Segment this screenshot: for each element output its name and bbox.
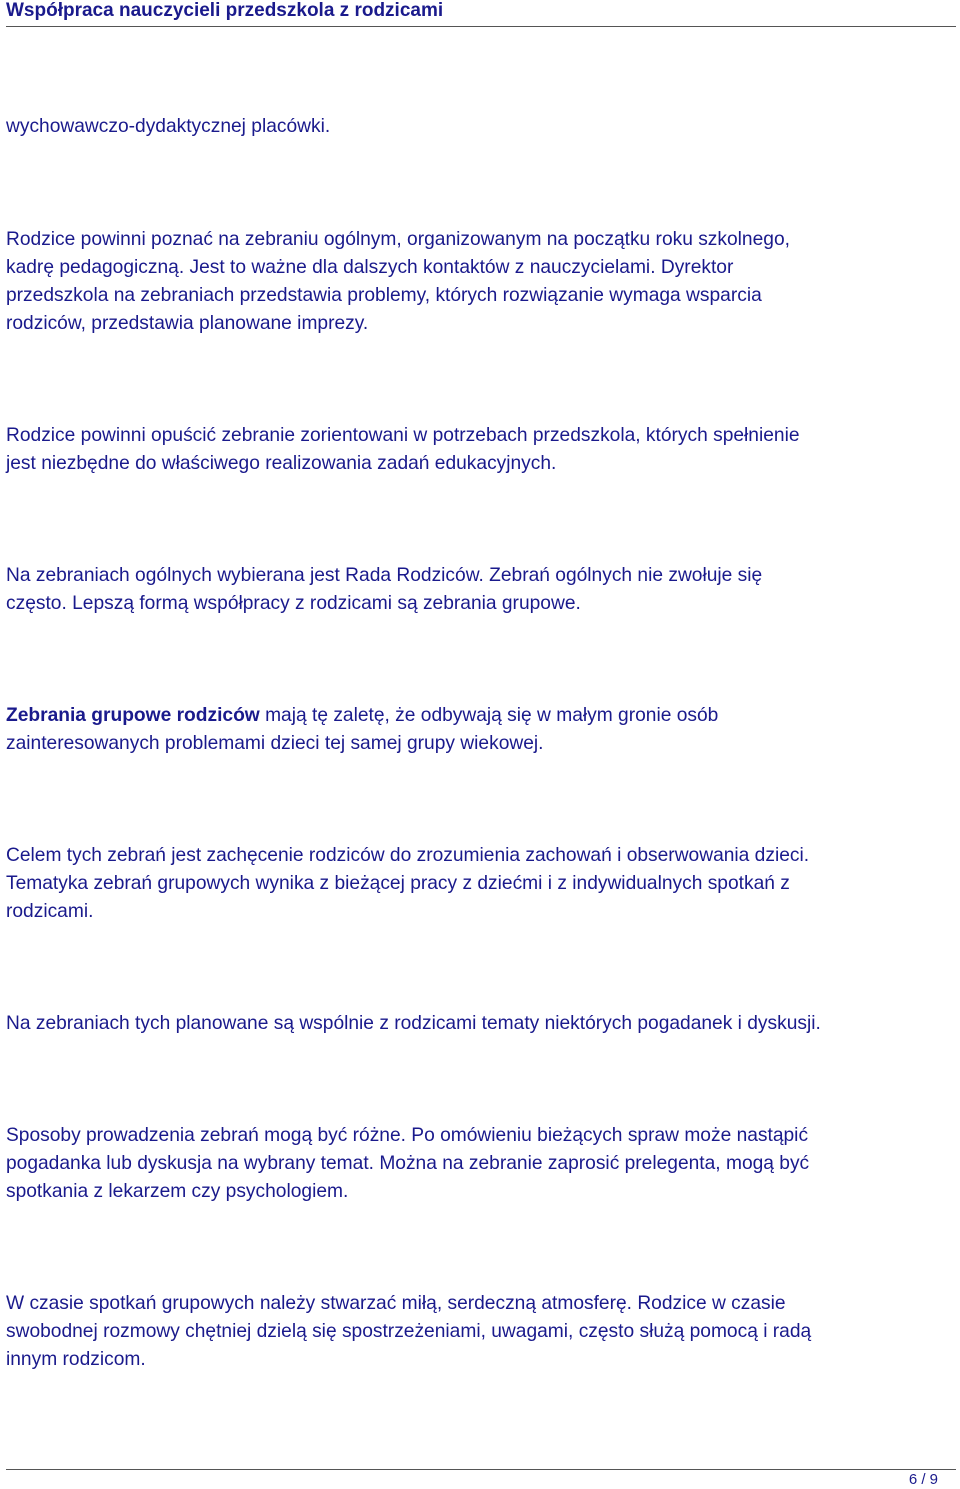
paragraph <box>6 1122 958 1206</box>
text-line: spotkania z lekarzem czy psychologiem. <box>6 1181 349 1202</box>
text-line: pogadanka lub dyskusja na wybrany temat. Można na zebranie zaprosić prelegenta, mogą być <box>6 1153 810 1174</box>
text-line: przedszkola na zebraniach przedstawia problemy, których rozwiązanie wymaga wsparcia <box>6 285 762 306</box>
page-number: 6 / 9 <box>908 1471 938 1488</box>
text-line: Na zebraniach ogólnych wybierana jest Rada Rodziców. Zebrań ogólnych nie zwołuje się <box>6 565 763 586</box>
paragraph <box>6 1290 958 1374</box>
text-line: jest niezbędne do właściwego realizowania zadań edukacyjnych. <box>6 453 557 474</box>
text-line: Rodzice powinni poznać na zebraniu ogólnym, organizowanym na początku roku szkolnego, <box>6 229 790 250</box>
paragraph <box>6 702 958 758</box>
paragraph <box>6 1010 958 1038</box>
paragraph <box>6 113 958 141</box>
document-title: Współpraca nauczycieli przedszkola z rodzicami <box>6 0 444 21</box>
page-header <box>6 0 956 27</box>
text-line: Na zebraniach tych planowane są wspólnie z rodzicami tematy niektórych pogadanek i dyskusji. <box>6 1013 821 1034</box>
text-line: innym rodzicom. <box>6 1349 146 1370</box>
text-line: swobodnej rozmowy chętniej dzielą się spostrzeżeniami, uwagami, często służą pomocą i radą <box>6 1321 812 1342</box>
text-line: rodziców, przedstawia planowane imprezy. <box>6 313 369 334</box>
paragraph <box>6 842 958 926</box>
paragraph <box>6 562 958 618</box>
paragraph <box>6 226 958 338</box>
bold-term: Zebrania grupowe rodziców <box>6 705 260 726</box>
text-line <box>6 702 958 730</box>
paragraph <box>6 422 958 478</box>
text-line: kadrę pedagogiczną. Jest to ważne dla dalszych kontaktów z nauczycielami. Dyrektor <box>6 257 734 278</box>
text-line: Rodzice powinni opuścić zebranie zorientowani w potrzebach przedszkola, których spełnienie <box>6 425 800 446</box>
text-line: zainteresowanych problemami dzieci tej samej grupy wiekowej. <box>6 733 544 754</box>
text-line: często. Lepszą formą współpracy z rodzicami są zebrania grupowe. <box>6 593 581 614</box>
text-line: Sposoby prowadzenia zebrań mogą być różne. Po omówieniu bieżących spraw może nastąpić <box>6 1125 809 1146</box>
text-line: Celem tych zebrań jest zachęcenie rodziców do zrozumienia zachowań i obserwowania dzieci. <box>6 845 810 866</box>
text-line: W czasie spotkań grupowych należy stwarzać miłą, serdeczną atmosferę. Rodzice w czasie <box>6 1293 786 1314</box>
text-line: Tematyka zebrań grupowych wynika z bieżącej pracy z dziećmi i z indywidualnych spotkań z <box>6 873 790 894</box>
text-fragment: mają tę zaletę, że odbywają się w małym gronie osób <box>259 705 719 726</box>
footer-rule <box>6 1469 956 1470</box>
text-line: wychowawczo-dydaktycznej placówki. <box>6 116 331 137</box>
text-line: rodzicami. <box>6 901 94 922</box>
